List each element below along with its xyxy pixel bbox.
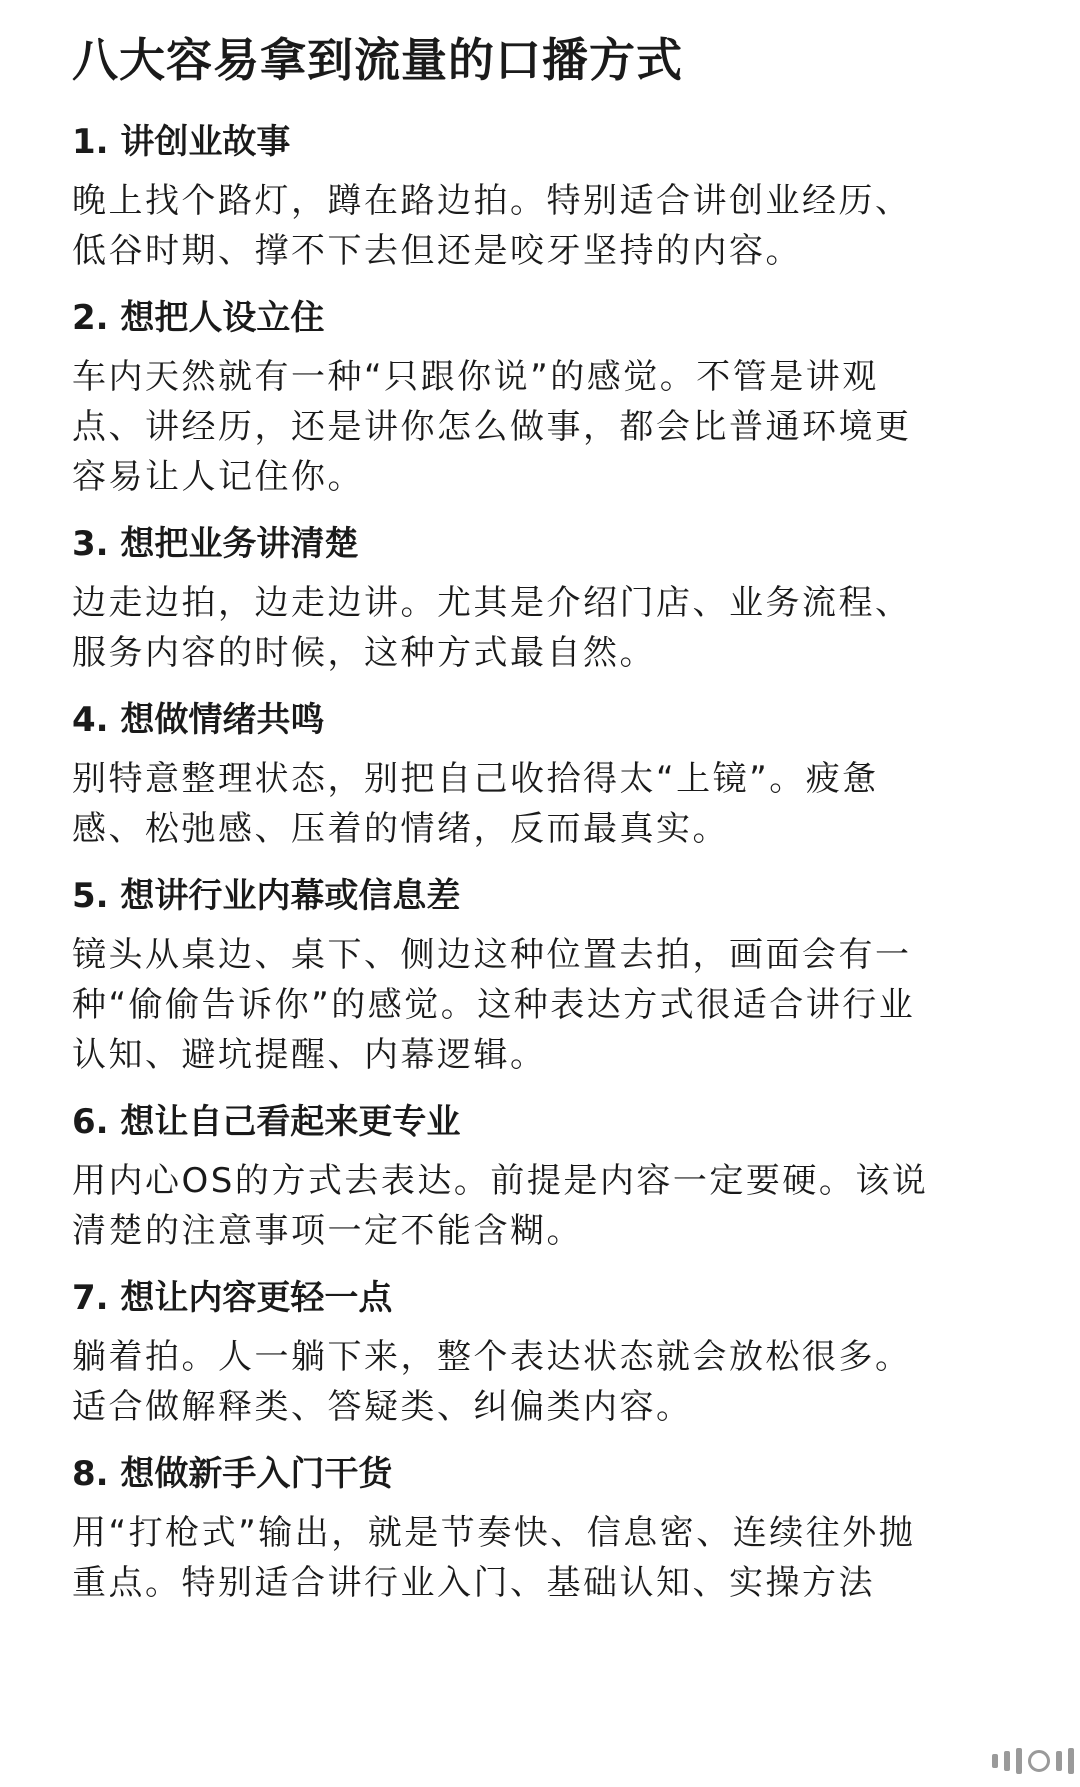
section-body [72, 176, 1010, 276]
section-heading: 1. 讲创业故事 [72, 122, 291, 162]
body-line: 容易让人记住你。 [72, 457, 364, 497]
body-line: 点、讲经历，还是讲你怎么做事，都会比普通环境更 [72, 407, 912, 447]
platform-logo-icon [924, 1741, 1074, 1781]
section-body [72, 352, 1010, 502]
body-line: 边走边拍，边走边讲。尤其是介绍门店、业务流程、 [72, 583, 912, 623]
body-line: 服务内容的时候，这种方式最自然。 [72, 633, 656, 673]
section-body [72, 930, 1010, 1080]
body-line: 感、松弛感、压着的情绪，反而最真实。 [72, 809, 729, 849]
section-heading: 3. 想把业务讲清楚 [72, 524, 359, 564]
section-heading: 8. 想做新手入门干货 [72, 1454, 393, 1494]
section-heading: 4. 想做情绪共鸣 [72, 700, 325, 740]
body-line: 镜头从桌边、桌下、侧边这种位置去拍，画面会有一 [72, 935, 912, 975]
section-7 [72, 1274, 1010, 1432]
section-heading: 5. 想讲行业内幕或信息差 [72, 876, 461, 916]
body-line: 低谷时期、撑不下去但还是咬牙坚持的内容。 [72, 231, 802, 271]
body-line: 清楚的注意事项一定不能含糊。 [72, 1211, 583, 1251]
section-5 [72, 872, 1010, 1080]
body-line: 重点。特别适合讲行业入门、基础认知、实操方法 [72, 1563, 875, 1603]
body-line: 用内心OS的方式去表达。前提是内容一定要硬。该说 [72, 1161, 929, 1201]
body-line: 躺着拍。人一躺下来，整个表达状态就会放松很多。 [72, 1337, 912, 1377]
section-heading: 6. 想让自己看起来更专业 [72, 1102, 461, 1142]
body-line: 适合做解释类、答疑类、纠偏类内容。 [72, 1387, 693, 1427]
section-body [72, 1156, 1010, 1256]
section-8 [72, 1450, 1010, 1608]
body-line: 车内天然就有一种“只跟你说”的感觉。不管是讲观 [72, 357, 879, 397]
section-heading: 7. 想让内容更轻一点 [72, 1278, 393, 1318]
watermark-circle [1028, 1750, 1050, 1772]
section-4 [72, 696, 1010, 854]
body-line: 别特意整理状态，别把自己收拾得太“上镜”。疲惫 [72, 759, 879, 799]
body-line: 用“打枪式”输出，就是节奏快、信息密、连续往外抛 [72, 1513, 916, 1553]
watermark-bar [1016, 1748, 1022, 1774]
watermark-bar [992, 1754, 998, 1768]
watermark-bar [1056, 1751, 1062, 1771]
section-1 [72, 118, 1010, 276]
section-3 [72, 520, 1010, 678]
body-line: 晚上找个路灯，蹲在路边拍。特别适合讲创业经历、 [72, 181, 912, 221]
section-body [72, 578, 1010, 678]
section-6 [72, 1098, 1010, 1256]
section-heading: 2. 想把人设立住 [72, 298, 325, 338]
section-body [72, 1332, 1010, 1432]
section-body [72, 754, 1010, 854]
watermark-bar [1068, 1748, 1074, 1774]
body-line: 种“偷偷告诉你”的感觉。这种表达方式很适合讲行业 [72, 985, 916, 1025]
section-body [72, 1508, 1010, 1608]
body-line: 认知、避坑提醒、内幕逻辑。 [72, 1035, 547, 1075]
page-title: 八大容易拿到流量的口播方式 [72, 33, 683, 87]
watermark-bar [1004, 1751, 1010, 1771]
section-2 [72, 294, 1010, 502]
